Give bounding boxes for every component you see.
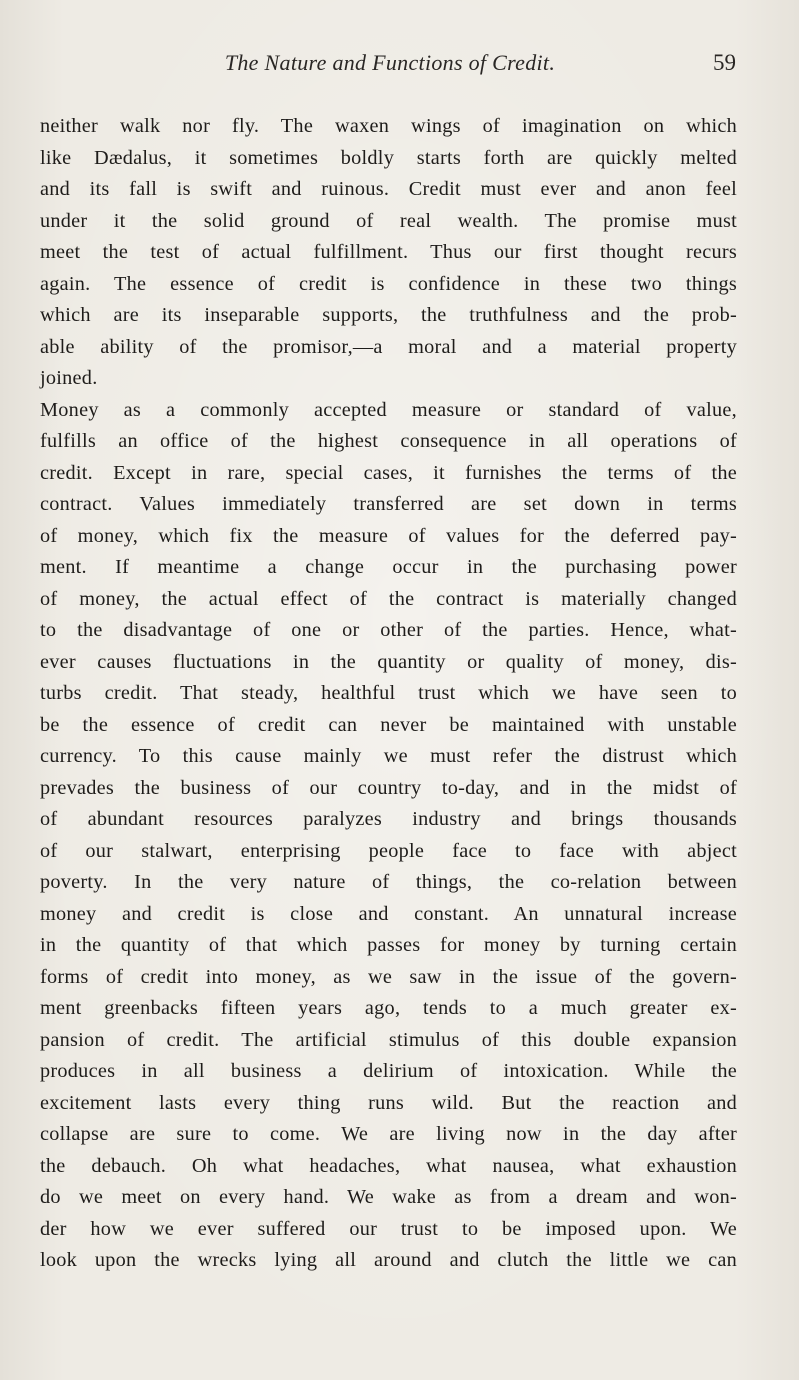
text-line: produces in all business a delirium of intoxication. While the	[40, 1060, 737, 1082]
text-line: currency. To this cause mainly we must refer the distrust which	[40, 745, 737, 767]
text-line: and its fall is swift and ruinous. Credit must ever and anon feel	[40, 178, 737, 200]
text-line: in the quantity of that which passes for money by turning certain	[40, 934, 737, 956]
text-line: forms of credit into money, as we saw in the issue of the govern-	[40, 965, 737, 988]
text-line: meet the test of actual fulfillment. Thus our first thought recurs	[40, 241, 737, 263]
text-line: like Dædalus, it sometimes boldly starts forth are quickly melted	[40, 146, 737, 169]
text-line: under it the solid ground of real wealth. The promise must	[40, 209, 737, 232]
text-line: look upon the wrecks lying all around and clutch the little we can	[40, 1249, 737, 1271]
text-line: der how we ever suffered our trust to be imposed upon. We	[40, 1217, 737, 1240]
text-line: ment greenbacks fifteen years ago, tends to a much greater ex-	[40, 997, 737, 1019]
text-line: the debauch. Oh what headaches, what nausea, what exhaustion	[40, 1154, 737, 1177]
text-line: do we meet on every hand. We wake as from a dream and won-	[40, 1186, 737, 1208]
text-line: neither walk nor fly. The waxen wings of imagination on which	[40, 115, 737, 137]
text-line: of our stalwart, enterprising people face to face with abject	[40, 839, 737, 862]
text-line: ever causes fluctuations in the quantity or quality of money, dis-	[40, 650, 737, 673]
text-line: ment. If meantime a change occur in the purchasing power	[40, 556, 737, 578]
text-line: to the disadvantage of one or other of the parties. Hence, what-	[40, 619, 737, 641]
text-line: collapse are sure to come. We are living now in the day after	[40, 1123, 737, 1145]
body-text	[40, 111, 737, 1277]
text-line: contract. Values immediately transferred are set down in terms	[40, 493, 737, 515]
text-line: credit. Except in rare, special cases, it furnishes the terms of the	[40, 461, 737, 484]
text-line: fulfills an office of the highest consequence in all operations of	[40, 430, 737, 452]
text-line: joined.	[40, 367, 98, 389]
text-line: of money, the actual effect of the contract is materially changed	[40, 587, 737, 610]
text-line: money and credit is close and constant. An unnatural increase	[40, 902, 737, 925]
page-number: 59	[713, 50, 736, 75]
text-line: be the essence of credit can never be maintained with unstable	[40, 713, 737, 736]
text-line: prevades the business of our country to-day, and in the midst of	[40, 776, 737, 799]
text-line: pansion of credit. The artificial stimulus of this double expansion	[40, 1028, 737, 1051]
running-head	[44, 50, 736, 84]
text-line: which are its inseparable supports, the truthfulness and the prob-	[40, 304, 737, 326]
text-line: turbs credit. That steady, healthful trust which we have seen to	[40, 682, 737, 704]
text-line: Money as a commonly accepted measure or standard of value,	[40, 398, 737, 421]
text-line: of money, which fix the measure of values for the deferred pay-	[40, 524, 737, 547]
text-line: excitement lasts every thing runs wild. But the reaction and	[40, 1091, 737, 1114]
text-line: of abundant resources paralyzes industry and brings thousands	[40, 808, 737, 830]
text-line: poverty. In the very nature of things, the co-relation between	[40, 871, 737, 893]
text-line: able ability of the promisor,—a moral and a material property	[40, 335, 737, 358]
text-line: again. The essence of credit is confidence in these two things	[40, 272, 737, 295]
running-title: The Nature and Functions of Credit.	[224, 50, 556, 75]
